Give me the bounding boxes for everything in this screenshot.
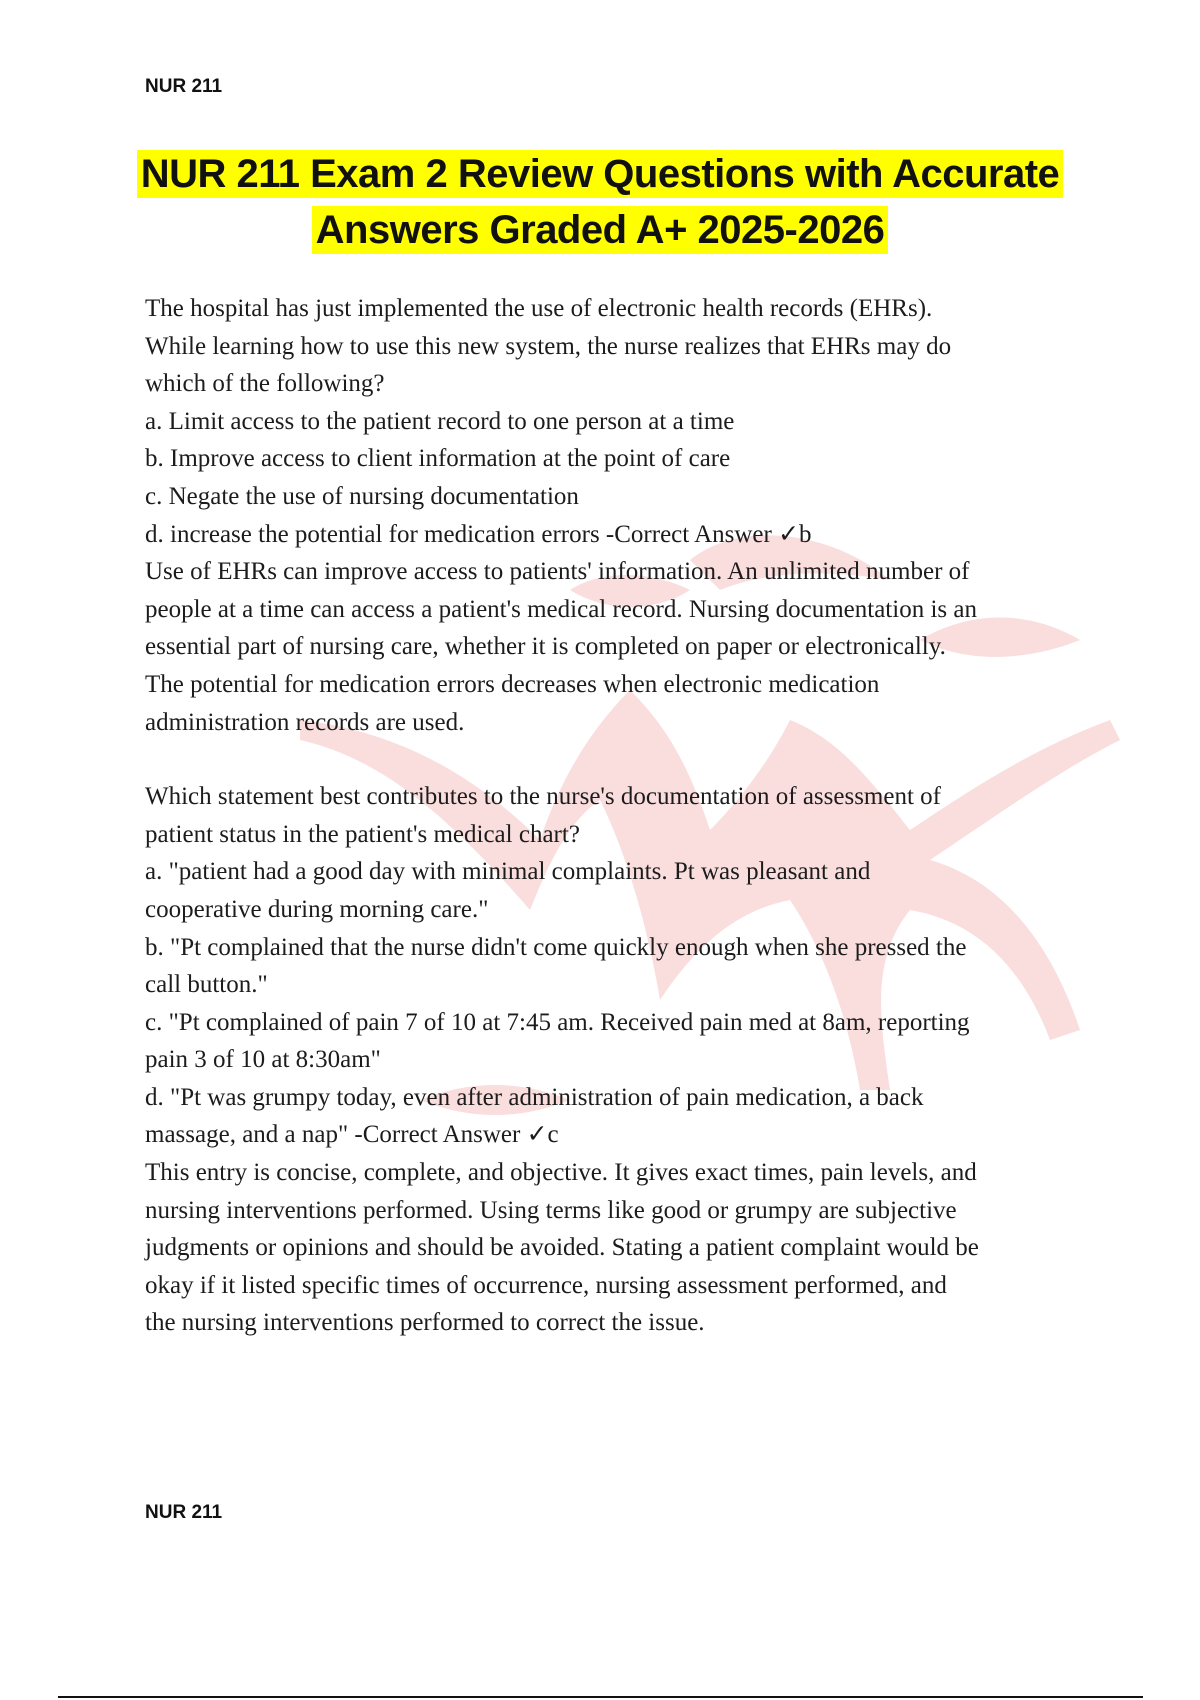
title-line-1: NUR 211 Exam 2 Review Questions with Accurate [137,150,1064,198]
question-block [145,290,1095,741]
answer-option: d. "Pt was grumpy today, even after administration of pain medication, a back [145,1083,924,1111]
page-divider [58,1696,1143,1698]
rationale-line: nursing interventions performed. Using terms like good or grumpy are subjective [145,1196,957,1224]
answer-option: pain 3 of 10 at 8:30am" [145,1046,381,1074]
question-stem-line: which of the following? [145,370,385,398]
answer-option: a. Limit access to the patient record to one person at a time [145,407,735,435]
question-stem-line: Which statement best contributes to the nurse's documentation of assessment of [145,783,941,811]
rationale-line: judgments or opinions and should be avoided. Stating a patient complaint would be [145,1234,979,1262]
footer-course-label: NUR 211 [145,1502,223,1523]
answer-option-correct-answer: massage, and a nap" -Correct Answer ✓c [145,1121,559,1149]
question-stem-line: While learning how to use this new system, the nurse realizes that EHRs may do [145,332,952,360]
answer-option: a. "patient had a good day with minimal complaints. Pt was pleasant and [145,858,871,886]
page-title [120,146,1080,258]
rationale-line: Use of EHRs can improve access to patients' information. An unlimited number of [145,558,970,586]
answer-option-correct-answer: d. increase the potential for medication errors -Correct Answer ✓b [145,520,812,548]
rationale-line: essential part of nursing care, whether it is completed on paper or electronically. [145,633,946,661]
answer-option: b. "Pt complained that the nurse didn't come quickly enough when she pressed the [145,933,967,961]
document-body [145,290,1095,1342]
question-stem-line: The hospital has just implemented the use of electronic health records (EHRs). [145,295,933,322]
question-stem-line: patient status in the patient's medical chart? [145,820,580,848]
answer-option: b. Improve access to client information at the point of care [145,445,731,473]
rationale-line: The potential for medication errors decreases when electronic medication [145,670,880,698]
paragraph-gap [145,741,1095,778]
title-line-2: Answers Graded A+ 2025-2026 [312,206,889,254]
rationale-line: okay if it listed specific times of occurrence, nursing assessment performed, and [145,1271,947,1299]
answer-option: c. Negate the use of nursing documentation [145,482,579,510]
question-block [145,778,1095,1342]
rationale-line: administration records are used. [145,708,465,736]
answer-option: call button." [145,971,268,999]
rationale-line: people at a time can access a patient's medical record. Nursing documentation is an [145,595,977,623]
header-course-label: NUR 211 [145,76,223,97]
answer-option: c. "Pt complained of pain 7 of 10 at 7:45 am. Received pain med at 8am, reporting [145,1008,970,1036]
answer-option: cooperative during morning care." [145,895,489,923]
rationale-line: This entry is concise, complete, and objective. It gives exact times, pain levels, and [145,1159,977,1187]
rationale-line: the nursing interventions performed to correct the issue. [145,1309,705,1337]
